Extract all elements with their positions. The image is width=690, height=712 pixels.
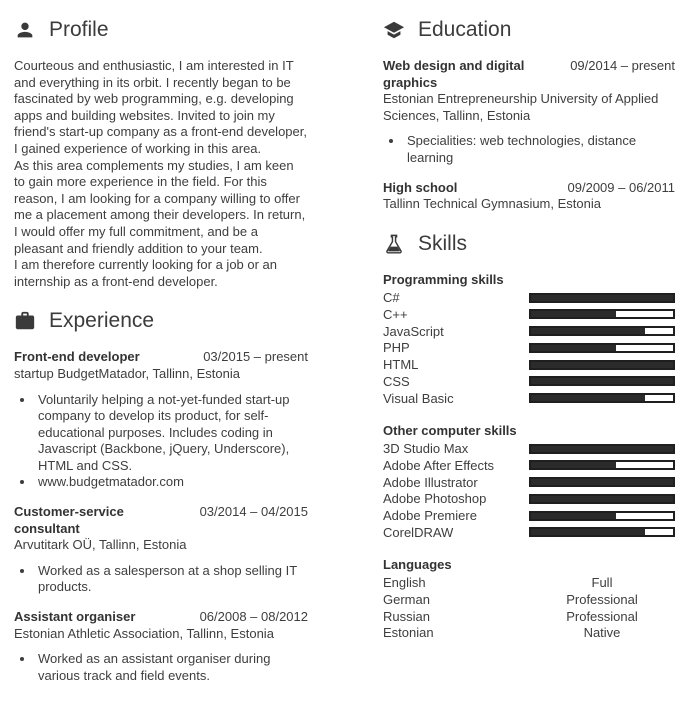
person-icon bbox=[14, 19, 36, 41]
experience-entry bbox=[14, 504, 308, 596]
skills-section bbox=[383, 232, 675, 642]
experience-entry bbox=[14, 609, 308, 684]
experience-entry-dates: 06/2008 – 08/2012 bbox=[199, 609, 308, 625]
skill-level-bar bbox=[529, 527, 675, 537]
skill-name: English bbox=[383, 575, 426, 591]
experience-entry-title: Front-end developer bbox=[14, 349, 140, 365]
skill-name: CorelDRAW bbox=[383, 524, 454, 540]
skill-row bbox=[383, 608, 675, 625]
profile-paragraph: I am therefore currently looking for a job or an internship as a front-end developer. bbox=[14, 257, 278, 289]
education-entry-dates: 09/2009 – 06/2011 bbox=[567, 179, 675, 195]
skill-level-bar bbox=[529, 393, 675, 403]
skill-row bbox=[383, 356, 675, 373]
skill-group-heading: Languages bbox=[383, 556, 452, 572]
experience-section-title bbox=[14, 309, 308, 333]
experience-entry-organization: startup BudgetMatador, Tallinn, Estonia bbox=[14, 365, 240, 381]
skill-level-bar-fill bbox=[531, 446, 673, 452]
skill-level-bar-fill bbox=[531, 395, 645, 401]
skill-row bbox=[383, 591, 675, 608]
bullet-item: • Voluntarily helping a not-yet-funded start-up company to develop its product, for self-educational purposes. Includes coding in Javascript (Backbone, jQuery, Underscore), HTML and CSS. bbox=[35, 392, 308, 475]
skill-name: Visual Basic bbox=[383, 390, 454, 406]
skill-level-bar-fill bbox=[531, 529, 645, 535]
skill-level-bar bbox=[529, 494, 675, 504]
skill-group bbox=[383, 557, 675, 642]
skill-level-bar bbox=[529, 477, 675, 487]
skill-name: C# bbox=[383, 290, 400, 306]
profile-section-title bbox=[14, 18, 308, 42]
skill-name: Adobe Illustrator bbox=[383, 474, 478, 490]
education-entry bbox=[383, 180, 675, 213]
bullet-list bbox=[14, 563, 308, 596]
skill-row bbox=[383, 340, 675, 357]
profile-title-text: Profile bbox=[49, 18, 109, 41]
skill-level-bar bbox=[529, 293, 675, 303]
profile-paragraph: As this area complements my studies, I am keen to gain more experience in the field. For this reason, I am looking for a company willing to offer me a placement among their developers. In return, I would offer my full commitment, and be a pleasant and friendly addition to your team. bbox=[14, 157, 306, 256]
skill-name: Adobe Premiere bbox=[383, 508, 477, 524]
skill-name: Estonian bbox=[383, 625, 434, 641]
education-entry-dates: 09/2014 – present bbox=[570, 58, 675, 73]
education-entry-header bbox=[383, 180, 675, 197]
skills-section-title bbox=[383, 232, 675, 256]
experience-entry-organization: Estonian Athletic Association, Tallinn, Estonia bbox=[14, 625, 274, 641]
bullet-item: • Specialities: web technologies, distance learning bbox=[404, 133, 675, 166]
skill-row bbox=[383, 289, 675, 306]
experience-entry-title: Assistant organiser bbox=[14, 609, 136, 625]
skill-group bbox=[383, 423, 675, 541]
skill-level-bar-fill bbox=[531, 362, 673, 368]
language-level: Full bbox=[591, 575, 613, 591]
skill-row bbox=[383, 474, 675, 491]
skill-row bbox=[383, 373, 675, 390]
skill-level-bar bbox=[529, 511, 675, 521]
right-column bbox=[383, 18, 675, 697]
language-level: Professional bbox=[566, 608, 638, 624]
skill-row bbox=[383, 390, 675, 407]
briefcase-icon bbox=[14, 310, 36, 332]
experience-section bbox=[14, 309, 308, 684]
skill-level-bar bbox=[529, 376, 675, 386]
skill-name: C++ bbox=[383, 306, 408, 322]
experience-title-text: Experience bbox=[49, 309, 155, 333]
experience-entry-header bbox=[14, 349, 308, 366]
skill-level-bar-fill bbox=[531, 311, 616, 317]
bullet-item: • Worked as an assistant organiser during various track and field events. bbox=[35, 651, 308, 684]
education-entries bbox=[383, 58, 675, 213]
experience-entry-title: Customer-service consultant bbox=[14, 504, 124, 536]
skill-row bbox=[383, 490, 675, 507]
bullet-list bbox=[14, 651, 308, 684]
skill-level-bar bbox=[529, 460, 675, 470]
experience-entry-dates: 03/2015 – present bbox=[203, 349, 308, 365]
skill-row bbox=[383, 457, 675, 474]
experience-entry-organization: Arvutitark OÜ, Tallinn, Estonia bbox=[14, 537, 187, 553]
education-entry-organization: Tallinn Technical Gymnasium, Estonia bbox=[383, 196, 601, 212]
skill-name: HTML bbox=[383, 357, 419, 373]
skill-row bbox=[383, 625, 675, 642]
education-section bbox=[383, 18, 675, 213]
experience-entry bbox=[14, 349, 308, 491]
experience-entries bbox=[14, 349, 308, 684]
language-level: Native bbox=[583, 625, 621, 641]
skill-name: German bbox=[383, 591, 430, 607]
skill-name: Adobe Photoshop bbox=[383, 491, 487, 507]
skill-level-bar-fill bbox=[531, 479, 673, 485]
education-entry bbox=[383, 58, 675, 167]
profile-section bbox=[14, 18, 308, 290]
skill-name: JavaScript bbox=[383, 323, 444, 339]
education-entry-organization: Estonian Entrepreneurship University of Applied Sciences, Tallinn, Estonia bbox=[383, 91, 659, 123]
skill-name: CSS bbox=[383, 373, 410, 389]
skill-level-bar bbox=[529, 360, 675, 370]
education-title-text: Education bbox=[418, 18, 512, 41]
profile-paragraph: Courteous and enthusiastic, I am interested in IT and everything in its orbit. I recently began to be fascinated by web programming, e.g. developing apps and building websites. Invited to join my friend's start-up company as a front-end developer, I gained experience of working in this area. bbox=[14, 58, 307, 156]
skill-row bbox=[383, 306, 675, 323]
skill-level-bar-fill bbox=[531, 328, 645, 334]
skill-name: PHP bbox=[383, 340, 410, 356]
skill-level-bar bbox=[529, 343, 675, 353]
skill-name: Russian bbox=[383, 608, 430, 624]
language-level: Professional bbox=[566, 591, 638, 607]
skill-level-bar-fill bbox=[531, 378, 673, 384]
experience-entry-header bbox=[14, 609, 308, 626]
skill-name: 3D Studio Max bbox=[383, 441, 469, 457]
flask-icon bbox=[383, 233, 405, 255]
skill-level-bar-fill bbox=[531, 513, 616, 519]
education-entry-title: High school bbox=[383, 179, 458, 195]
bullet-item: • www.budgetmatador.com bbox=[35, 474, 308, 491]
skill-level-bar-fill bbox=[531, 295, 673, 301]
skill-level-bar-fill bbox=[531, 496, 673, 502]
bullet-list bbox=[14, 392, 308, 492]
skills-title-text: Skills bbox=[418, 231, 468, 255]
education-entry-title: Web design and digital graphics bbox=[383, 58, 525, 90]
skill-group bbox=[383, 272, 675, 407]
education-entry-header bbox=[383, 58, 675, 91]
skill-row bbox=[383, 524, 675, 541]
skill-level-bar bbox=[529, 444, 675, 454]
bullet-list bbox=[383, 133, 675, 166]
skill-level-bar bbox=[529, 309, 675, 319]
bullet-item: • Worked as a salesperson at a shop selling IT products. bbox=[35, 563, 308, 596]
skill-level-bar bbox=[529, 326, 675, 336]
left-column bbox=[14, 18, 308, 697]
skill-row bbox=[383, 507, 675, 524]
experience-entry-dates: 03/2014 – 04/2015 bbox=[199, 504, 308, 520]
education-section-title bbox=[383, 18, 675, 42]
skills-groups bbox=[383, 272, 675, 642]
skill-name: Adobe After Effects bbox=[383, 457, 495, 473]
skill-level-bar-fill bbox=[531, 345, 616, 351]
skill-row bbox=[383, 574, 675, 591]
skill-group-heading: Other computer skills bbox=[383, 422, 517, 438]
skill-row bbox=[383, 323, 675, 340]
experience-entry-header bbox=[14, 504, 308, 537]
graduation-cap-icon bbox=[383, 19, 405, 41]
skill-level-bar-fill bbox=[531, 462, 616, 468]
skill-row bbox=[383, 440, 675, 457]
skill-group-heading: Programming skills bbox=[383, 271, 504, 287]
